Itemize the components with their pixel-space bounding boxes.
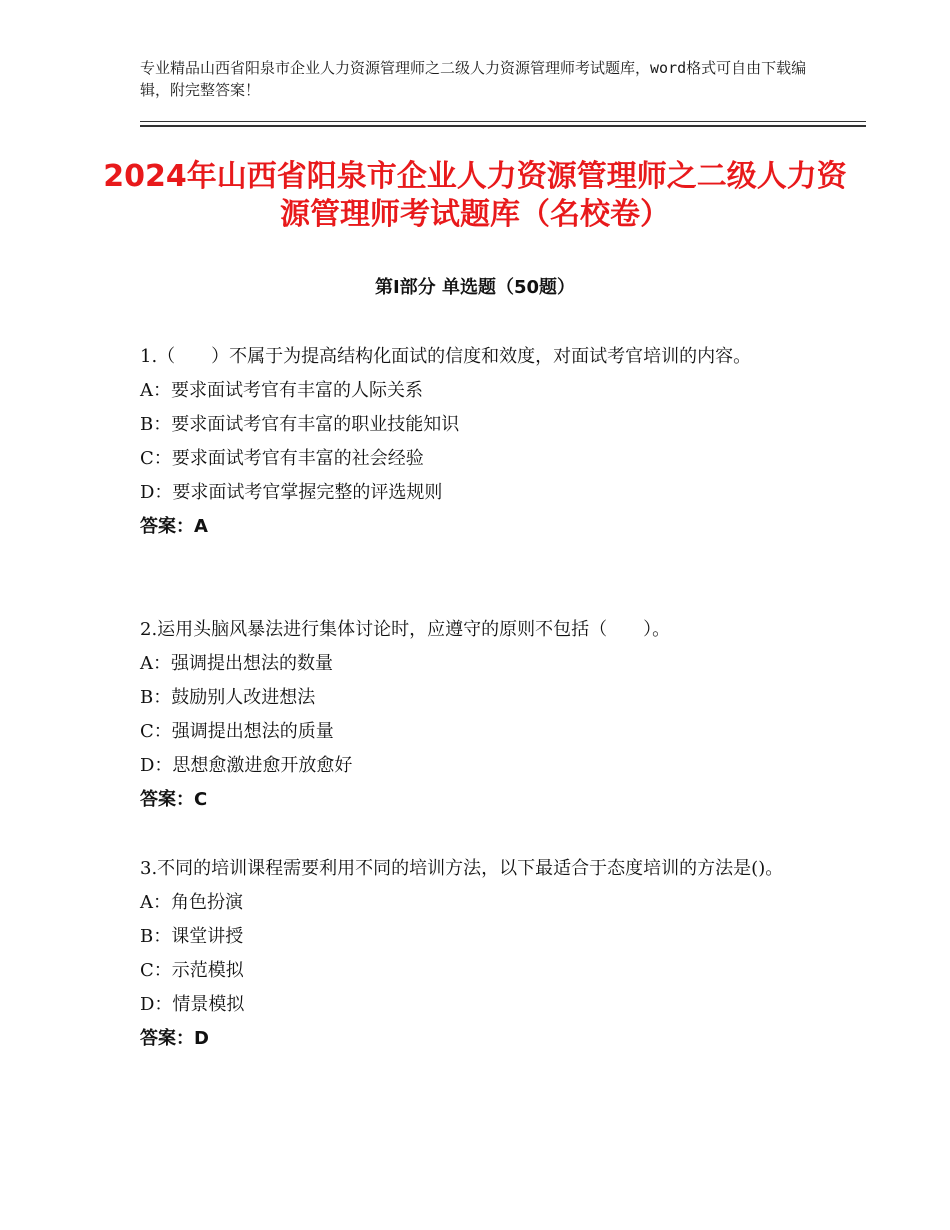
option-c: C：示范模拟 (140, 960, 244, 981)
question-3 (140, 852, 830, 1056)
option-c: C：强调提出想法的质量 (140, 721, 334, 742)
header-divider-thick (140, 125, 866, 127)
option-b: B：课堂讲授 (140, 926, 244, 947)
option-d: D：思想愈激进愈开放愈好 (140, 755, 353, 776)
option-a: A：要求面试考官有丰富的人际关系 (140, 380, 423, 401)
answer-label: 答案：C (140, 789, 208, 810)
option-b: B：要求面试考官有丰富的职业技能知识 (140, 414, 460, 435)
question-2 (140, 613, 830, 817)
question-stem: 3.不同的培训课程需要利用不同的培训方法，以下最适合于态度培训的方法是()。 (140, 858, 784, 879)
document-title: 2024年山西省阳泉市企业人力资源管理师之二级人力资源管理师考试题库（名校卷） (103, 159, 847, 232)
question-stem: 2.运用头脑风暴法进行集体讨论时，应遵守的原则不包括（ ）。 (140, 619, 671, 640)
answer-label: 答案：A (140, 516, 208, 537)
header-divider-thin (140, 121, 866, 122)
option-a: A：强调提出想法的数量 (140, 653, 333, 674)
option-b: B：鼓励别人改进想法 (140, 687, 316, 708)
section-heading: 第Ⅰ部分 单选题（50题） (374, 277, 575, 298)
option-c: C：要求面试考官有丰富的社会经验 (140, 448, 424, 469)
question-stem: 1.（ ）不属于为提高结构化面试的信度和效度，对面试考官培训的内容。 (140, 346, 752, 367)
question-1 (140, 340, 830, 544)
answer-label: 答案：D (140, 1028, 209, 1049)
header-note: 专业精品山西省阳泉市企业人力资源管理师之二级人力资源管理师考试题库，word格式可自由下载编辑，附完整答案！ (140, 59, 807, 99)
option-d: D：要求面试考官掌握完整的评选规则 (140, 482, 443, 503)
option-a: A：角色扮演 (140, 892, 243, 913)
option-d: D：情景模拟 (140, 994, 245, 1015)
